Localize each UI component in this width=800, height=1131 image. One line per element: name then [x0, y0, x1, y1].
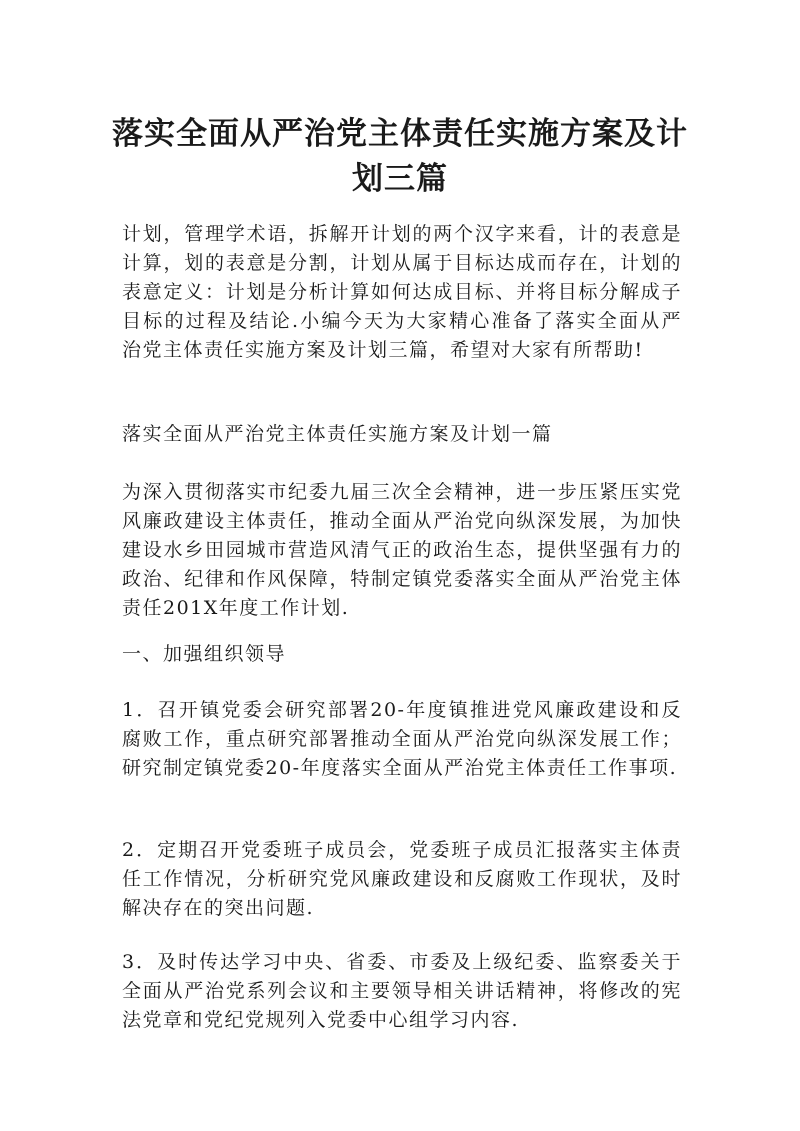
- intro-paragraph: 计划，管理学术语，拆解开计划的两个汉字来看，计的表意是计算，划的表意是分割，计划从属于目标达成而存在，计划的表意定义：计划是分析计算如何达成目标、并将目标分解成子目标的过程及结论.小编今天为大家精心准备了落实全面从严治党主体责任实施方案及计划三篇，希望对大家有所帮助!: [122, 223, 682, 361]
- plan-one-paragraph: 为深入贯彻落实市纪委九届三次全会精神，进一步压紧压实党风廉政建设主体责任，推动全面从严治党向纵深发展，为加快建设水乡田园城市营造风清气正的政治生态，提供坚强有力的政治、纪律和作风保障，特制定镇党委落实全面从严治党主体责任201X年度工作计划.: [122, 481, 682, 619]
- section-heading-organization: 一、加强组织领导: [122, 643, 287, 665]
- list-item-two: 2．定期召开党委班子成员会，党委班子成员汇报落实主体责任工作情况，分析研究党风廉政建设和反腐败工作现状，及时解决存在的突出问题.: [122, 839, 682, 919]
- list-item-one: 1．召开镇党委会研究部署20-年度镇推进党风廉政建设和反腐败工作，重点研究部署推动全面从严治党向纵深发展工作；研究制定镇党委20-年度落实全面从严治党主体责任工作事项.: [122, 699, 682, 779]
- plan-one-heading: 落实全面从严治党主体责任实施方案及计划一篇: [122, 423, 553, 445]
- list-item-three: 3．及时传达学习中央、省委、市委及上级纪委、监察委关于全面从严治党系列会议和主要领导相关讲话精神，将修改的宪法党章和党纪党规列入党委中心组学习内容.: [122, 951, 682, 1031]
- document-title: 落实全面从严治党主体责任实施方案及计划三篇: [112, 116, 688, 197]
